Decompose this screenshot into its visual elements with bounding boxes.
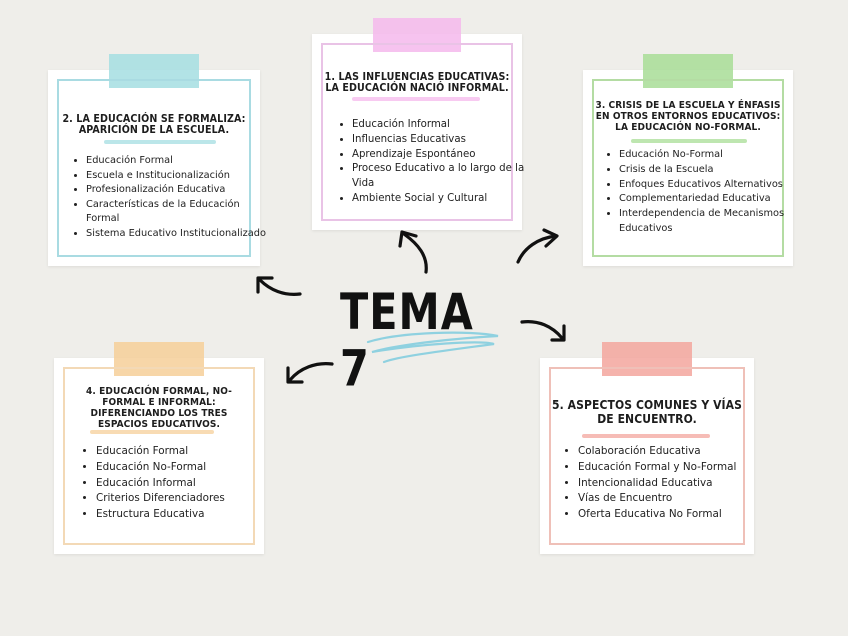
card-list-item: • Ambiente Social y Cultural: [352, 192, 532, 207]
card-list-item: • Influencias Educativas: [352, 133, 532, 148]
card-list-item: • Sistema Educativo Institucionalizado: [86, 227, 274, 242]
arrow-to-card-5-icon: [522, 322, 564, 340]
card-list-item: • Criterios Diferenciadores: [96, 491, 276, 507]
card-title: 3. CRISIS DE LA ESCUELA Y ÉNFASIS EN OTROS ENTORNOS EDUCATIVOS: LA EDUCACIÓN NO-FORMAL.: [595, 100, 781, 133]
card-list-item: • Colaboración Educativa: [578, 444, 766, 460]
card-list-item: • Educación Formal: [86, 154, 274, 169]
card-title: 1. LAS INFLUENCIAS EDUCATIVAS: LA EDUCACIÓN NACIÓ INFORMAL.: [324, 71, 510, 94]
central-topic-title: TEMA 7: [340, 282, 474, 398]
arrow-to-card-3-icon: [518, 230, 557, 262]
card-list-item: • Escuela e Institucionalización: [86, 169, 274, 184]
card-list-item: • Complementariedad Educativa: [619, 192, 805, 207]
card-list-item: • Intencionalidad Educativa: [578, 476, 766, 492]
card-list-item: • Características de la Educación Formal: [86, 198, 274, 227]
card-list-item: • Educación Formal y No-Formal: [578, 460, 766, 476]
card-title: 4. EDUCACIÓN FORMAL, NO-FORMAL E INFORMAL: DIFERENCIANDO LOS TRES ESPACIOS EDUCATIVOS.: [86, 386, 232, 430]
card-list-item: • Profesionalización Educativa: [86, 183, 274, 198]
card-title: 5. ASPECTOS COMUNES Y VÍAS DE ENCUENTRO.: [552, 398, 743, 426]
card-list-item: • Crisis de la Escuela: [619, 163, 805, 178]
card-list-item: • Educación Formal: [96, 444, 276, 460]
title-squiggle: [368, 333, 498, 362]
card-list-item: • Educación No-Formal: [619, 148, 805, 163]
card-list-item: • Oferta Educativa No Formal: [578, 507, 766, 523]
card-list-item: • Proceso Educativo a lo largo de la Vida: [352, 162, 532, 192]
card-list-item: • Educación No-Formal: [96, 460, 276, 476]
card-list-item: • Estructura Educativa: [96, 507, 276, 523]
arrow-to-card-4-icon: [288, 364, 332, 382]
card-title: 2. LA EDUCACIÓN SE FORMALIZA: APARICIÓN DE LA ESCUELA.: [62, 113, 246, 136]
arrow-to-card-1-icon: [400, 232, 426, 272]
card-list-item: • Enfoques Educativos Alternativos: [619, 178, 805, 193]
card-list-item: • Interdependencia de Mecanismos Educativos: [619, 207, 805, 237]
card-list-item: • Educación Informal: [96, 476, 276, 492]
card-list-item: • Aprendizaje Espontáneo: [352, 148, 532, 163]
card-list-item: • Educación Informal: [352, 118, 532, 133]
card-list-item: • Vías de Encuentro: [578, 491, 766, 507]
arrow-to-card-2-icon: [258, 278, 300, 294]
